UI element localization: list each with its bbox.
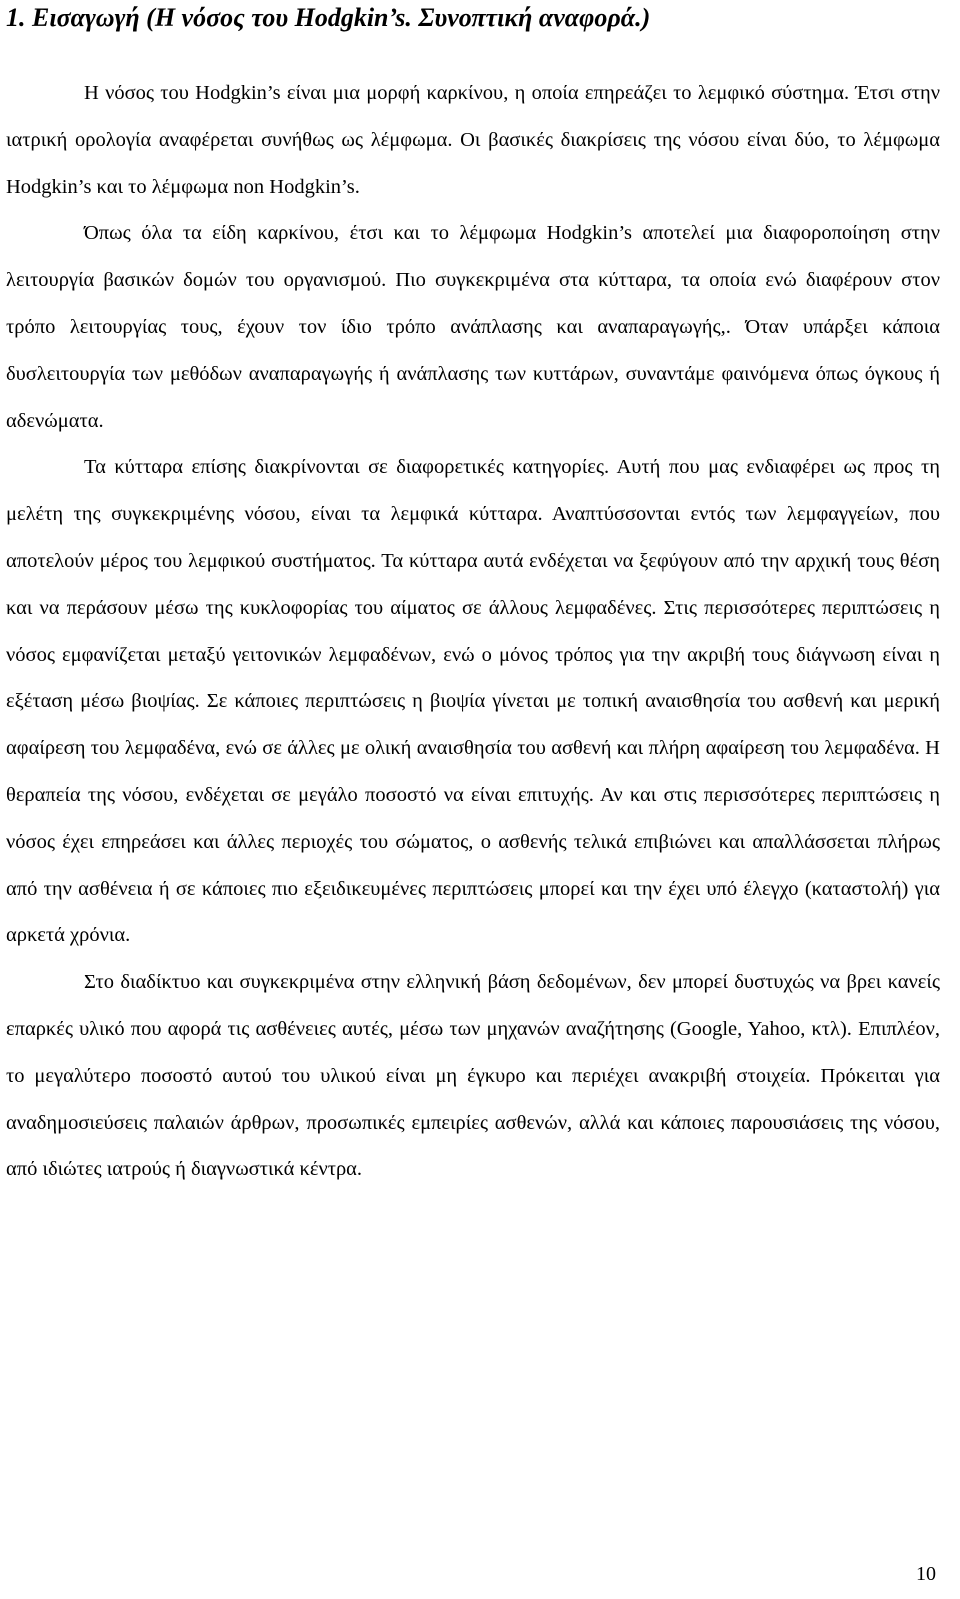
section-heading: 1. Εισαγωγή (Η νόσος του Hodgkin’s. Συνοπτική αναφορά.) (6, 3, 651, 32)
paragraph-intro: Η νόσος του Hodgkin’s είναι μια μορφή καρκίνου, η οποία επηρεάζει το λεμφικό σύστημα. Έτσι στην ιατρική ορολογία αναφέρεται συνήθως ως λέμφωμα. Οι βασικές διακρίσεις της νόσου είναι δύο, το λέμφωμα Hodgkin’s και το λέμφωμα non Hodgkin’s. (6, 82, 940, 198)
paragraph-internet-sources: Στο διαδίκτυο και συγκεκριμένα στην ελληνική βάση δεδομένων, δεν μπορεί δυστυχώς να βρει κανείς επαρκές υλικό που αφορά τις ασθένειες αυτές, μέσω των μηχανών αναζήτησης (Google, Yahoo, κτλ). Επιπλέον, το μεγαλύτερο ποσοστό αυτού του υλικού είναι μη έγκυρο και περιέχει ανακριβή στοιχεία. Πρόκειται για αναδημοσιεύσεις παλαιών άρθρων, προσωπικές εμπειρίες ασθενών, αλλά και κάποιες παρουσιάσεις της νόσου, από ιδιώτες ιατρούς ή διαγνωστικά κέντρα. (6, 971, 940, 1181)
body-text (6, 70, 940, 1193)
paragraph-lymphatic-cells: Τα κύτταρα επίσης διακρίνονται σε διαφορετικές κατηγορίες. Αυτή που μας ενδιαφέρει ως προς τη μελέτη της συγκεκριμένης νόσου, είναι τα λεμφικά κύτταρα. Αναπτύσσονται εντός των λεμφαγγείων, που αποτελούν μέρος του λεμφικού συστήματος. Τα κύτταρα αυτά ενδέχεται να ξεφύγουν από την αρχική τους θέση και να περάσουν μέσω της κυκλοφορίας του αίματος σε άλλους λεμφαδένες. Στις περισσότερες περιπτώσεις η νόσος εμφανίζεται μεταξύ γειτονικών λεμφαδένων, ενώ ο μόνος τρόπος για την ακριβή τους διάγνωση είναι η εξέταση μέσω βιοψίας. Σε κάποιες περιπτώσεις η βιοψία γίνεται με τοπική αναισθησία του ασθενή και μερική αφαίρεση του λεμφαδένα, ενώ σε άλλες με ολική αναισθησία του ασθενή και πλήρη αφαίρεση του λεμφαδένα. Η θεραπεία της νόσου, ενδέχεται σε μεγάλο ποσοστό να είναι επιτυχής. Αν και στις περισσότερες περιπτώσεις η νόσος έχει επηρεάσει και άλλες περιοχές του σώματος, ο ασθενής τελικά επιβιώνει και απαλλάσσεται πλήρως από την ασθένεια ή σε κάποιες πιο εξειδικευμένες περιπτώσεις μπορεί και την έχει υπό έλεγχο (καταστολή) για αρκετά χρόνια. (6, 456, 940, 947)
page-number: 10 (916, 1563, 936, 1585)
paragraph-cancer-cells: Όπως όλα τα είδη καρκίνου, έτσι και το λέμφωμα Hodgkin’s αποτελεί μια διαφοροποίηση στην λειτουργία βασικών δομών του οργανισμού. Πιο συγκεκριμένα στα κύτταρα, τα οποία ενώ διαφέρουν στον τρόπο λειτουργίας τους, έχουν τον ίδιο τρόπο ανάπλασης και αναπαραγωγής,. Όταν υπάρξει κάποια δυσλειτουργία των μεθόδων αναπαραγωγής ή ανάπλασης των κυττάρων, συναντάμε φαινόμενα όπως όγκους ή αδενώματα. (6, 222, 940, 432)
